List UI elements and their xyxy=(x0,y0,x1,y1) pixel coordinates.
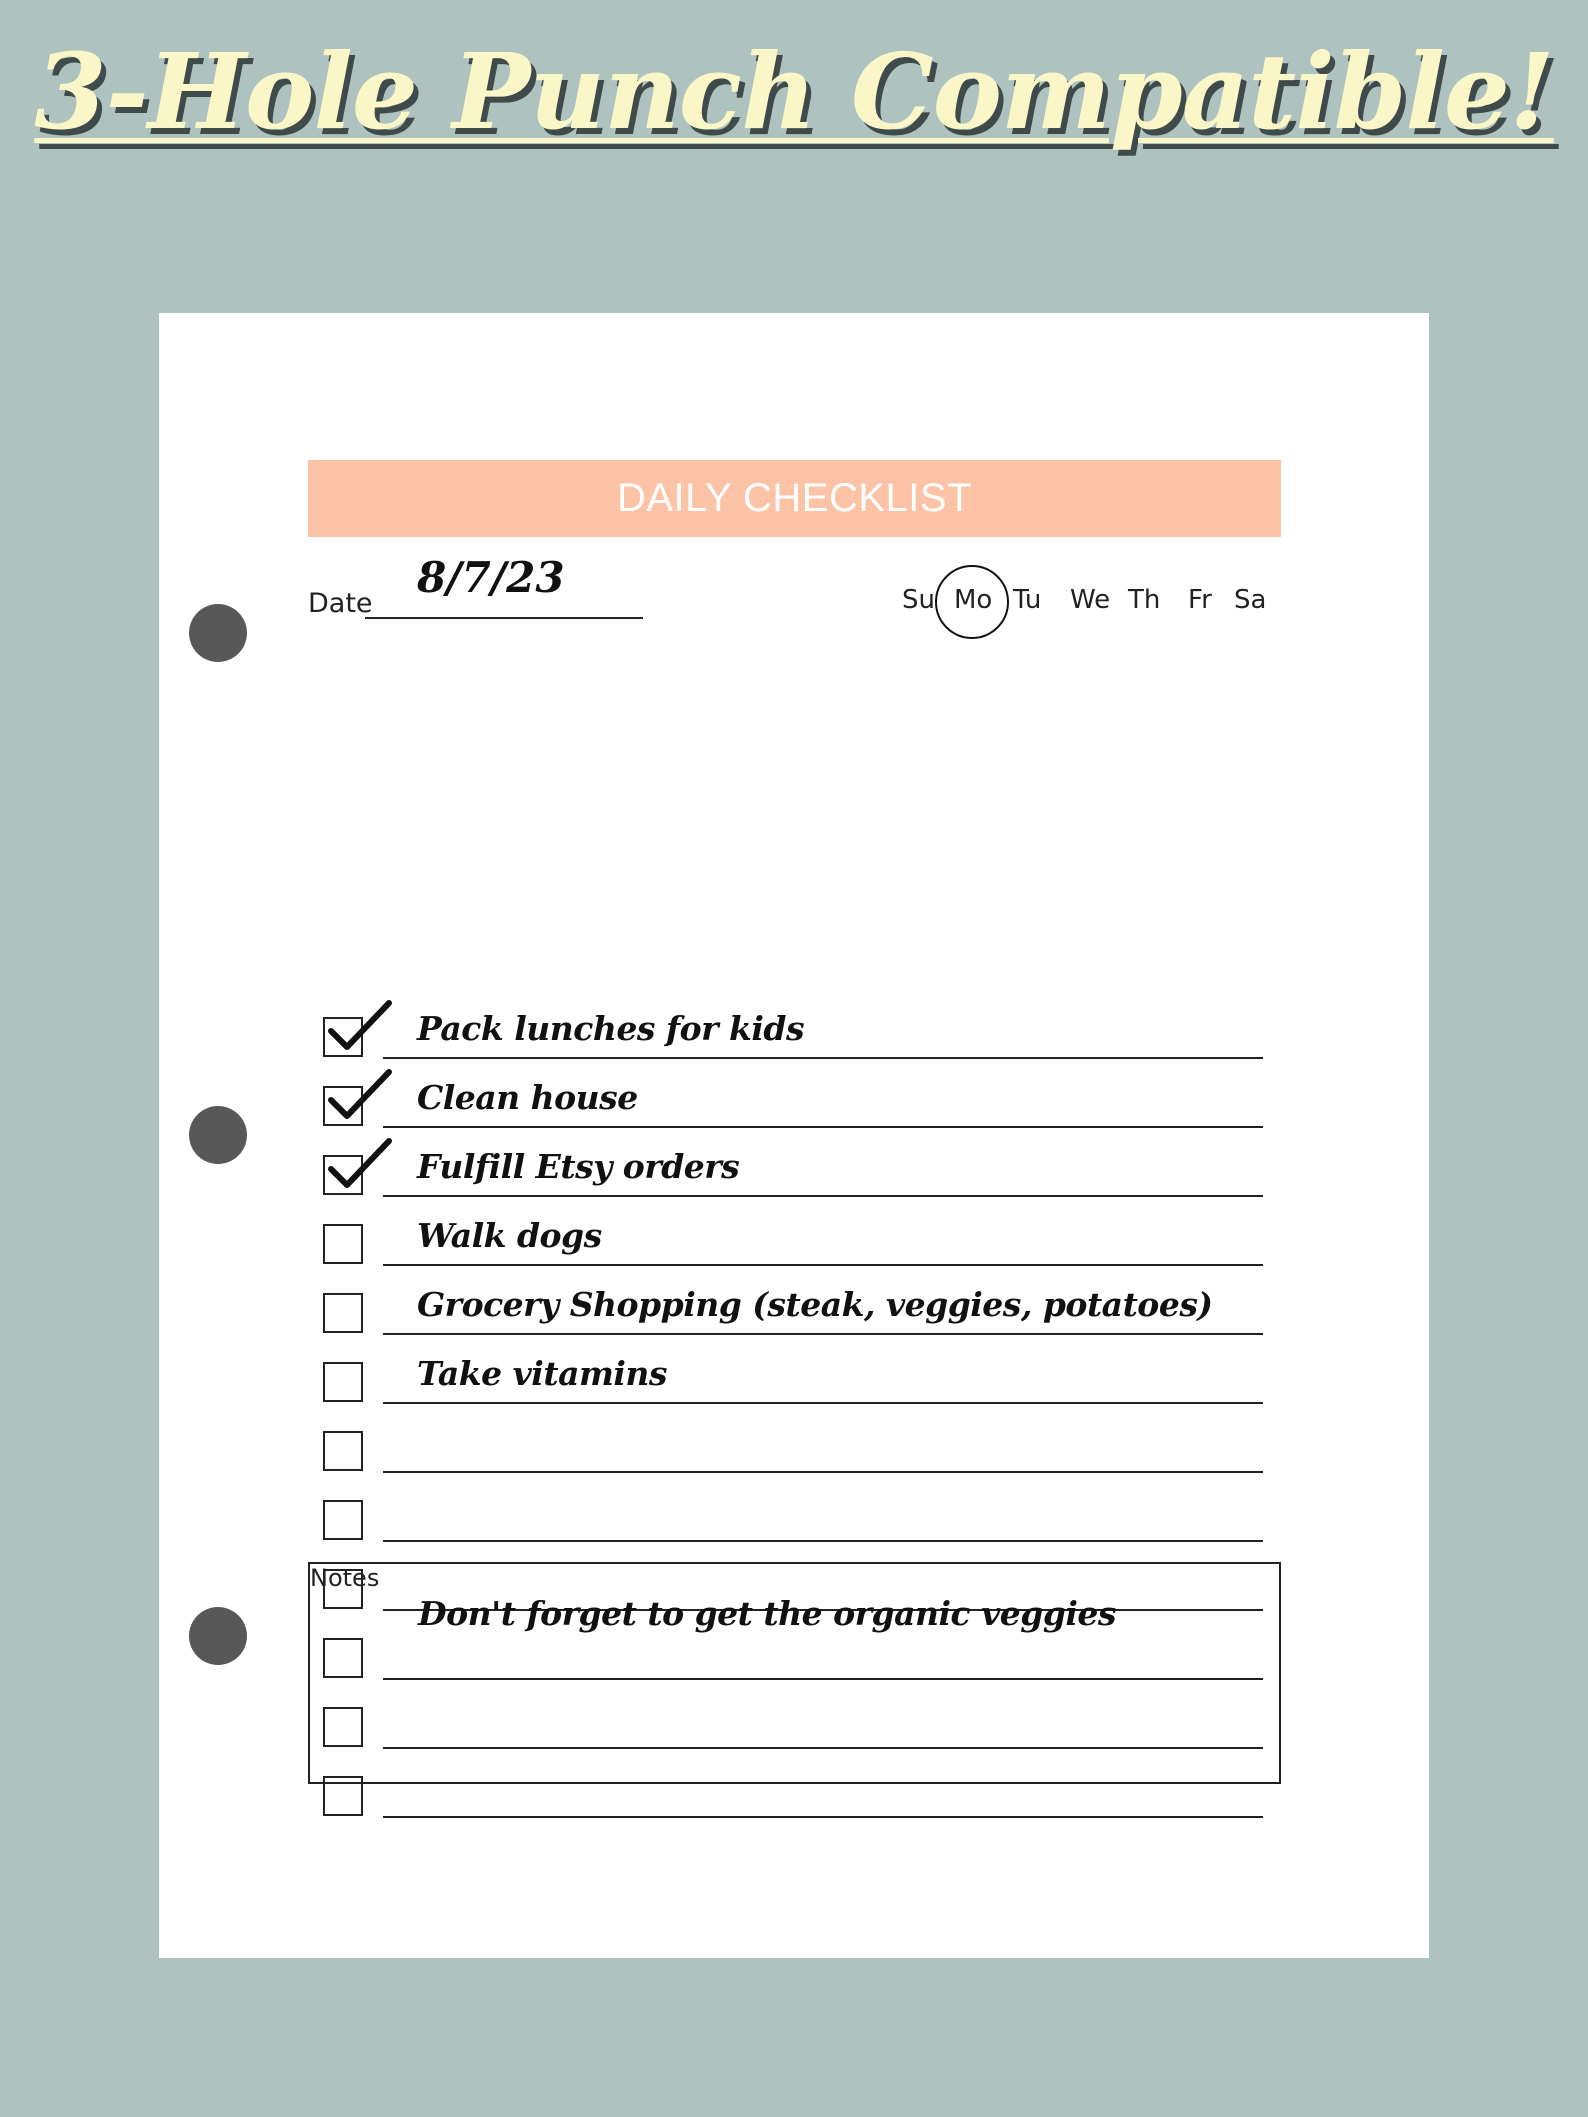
checklist-row xyxy=(323,1417,1263,1469)
checkbox[interactable] xyxy=(323,1362,363,1402)
checkbox[interactable] xyxy=(323,1293,363,1333)
row-line xyxy=(383,1471,1263,1473)
notes-label: Notes xyxy=(310,1564,380,1592)
punch-hole-middle xyxy=(189,1106,247,1164)
day-fr[interactable]: Fr xyxy=(1188,585,1212,615)
notes-text: Don't forget to get the organic veggies xyxy=(418,1594,1117,1633)
row-line xyxy=(383,1816,1263,1818)
checkbox[interactable] xyxy=(323,1500,363,1540)
day-su[interactable]: Su xyxy=(902,585,935,615)
row-line xyxy=(383,1126,1263,1128)
checklist-row xyxy=(323,1486,1263,1538)
checkbox[interactable] xyxy=(323,1431,363,1471)
day-th[interactable]: Th xyxy=(1128,585,1161,615)
date-label: Date xyxy=(308,588,373,619)
row-line xyxy=(383,1402,1263,1404)
notes-box[interactable] xyxy=(308,1562,1281,1784)
row-line xyxy=(383,1057,1263,1059)
punch-hole-bottom xyxy=(189,1607,247,1665)
punch-hole-top xyxy=(189,604,247,662)
checkmark-icon xyxy=(325,1068,395,1128)
checklist-row xyxy=(323,1141,1263,1193)
checklist-item-text[interactable]: Walk dogs xyxy=(417,1216,602,1255)
row-line xyxy=(383,1333,1263,1335)
checklist-item-text[interactable]: Fulfill Etsy orders xyxy=(417,1147,740,1186)
date-value[interactable]: 8/7/23 xyxy=(417,553,565,602)
checkmark-icon xyxy=(325,999,395,1059)
checklist-row xyxy=(323,1072,1263,1124)
checkmark-icon xyxy=(325,1137,395,1197)
row-line xyxy=(383,1540,1263,1542)
checklist-sheet xyxy=(159,313,1429,1958)
day-we[interactable]: We xyxy=(1070,585,1111,615)
checklist-row xyxy=(323,1003,1263,1055)
checklist-item-text[interactable]: Pack lunches for kids xyxy=(417,1009,805,1048)
date-line xyxy=(365,617,643,619)
row-line xyxy=(383,1264,1263,1266)
row-line xyxy=(383,1195,1263,1197)
checklist-item-text[interactable]: Grocery Shopping (steak, veggies, potatoes) xyxy=(417,1285,1213,1324)
day-tu[interactable]: Tu xyxy=(1013,585,1042,615)
checklist-row xyxy=(323,1210,1263,1262)
checklist-row xyxy=(323,1348,1263,1400)
day-mo[interactable]: Mo xyxy=(954,585,993,615)
checklist-item-text[interactable]: Clean house xyxy=(417,1078,638,1117)
checklist-header: DAILY CHECKLIST xyxy=(308,460,1281,537)
day-sa[interactable]: Sa xyxy=(1234,585,1267,615)
banner-title: 3-Hole Punch Compatible! xyxy=(34,30,1554,153)
checklist-item-text[interactable]: Take vitamins xyxy=(417,1354,667,1393)
checklist-row xyxy=(323,1279,1263,1331)
checkbox[interactable] xyxy=(323,1224,363,1264)
